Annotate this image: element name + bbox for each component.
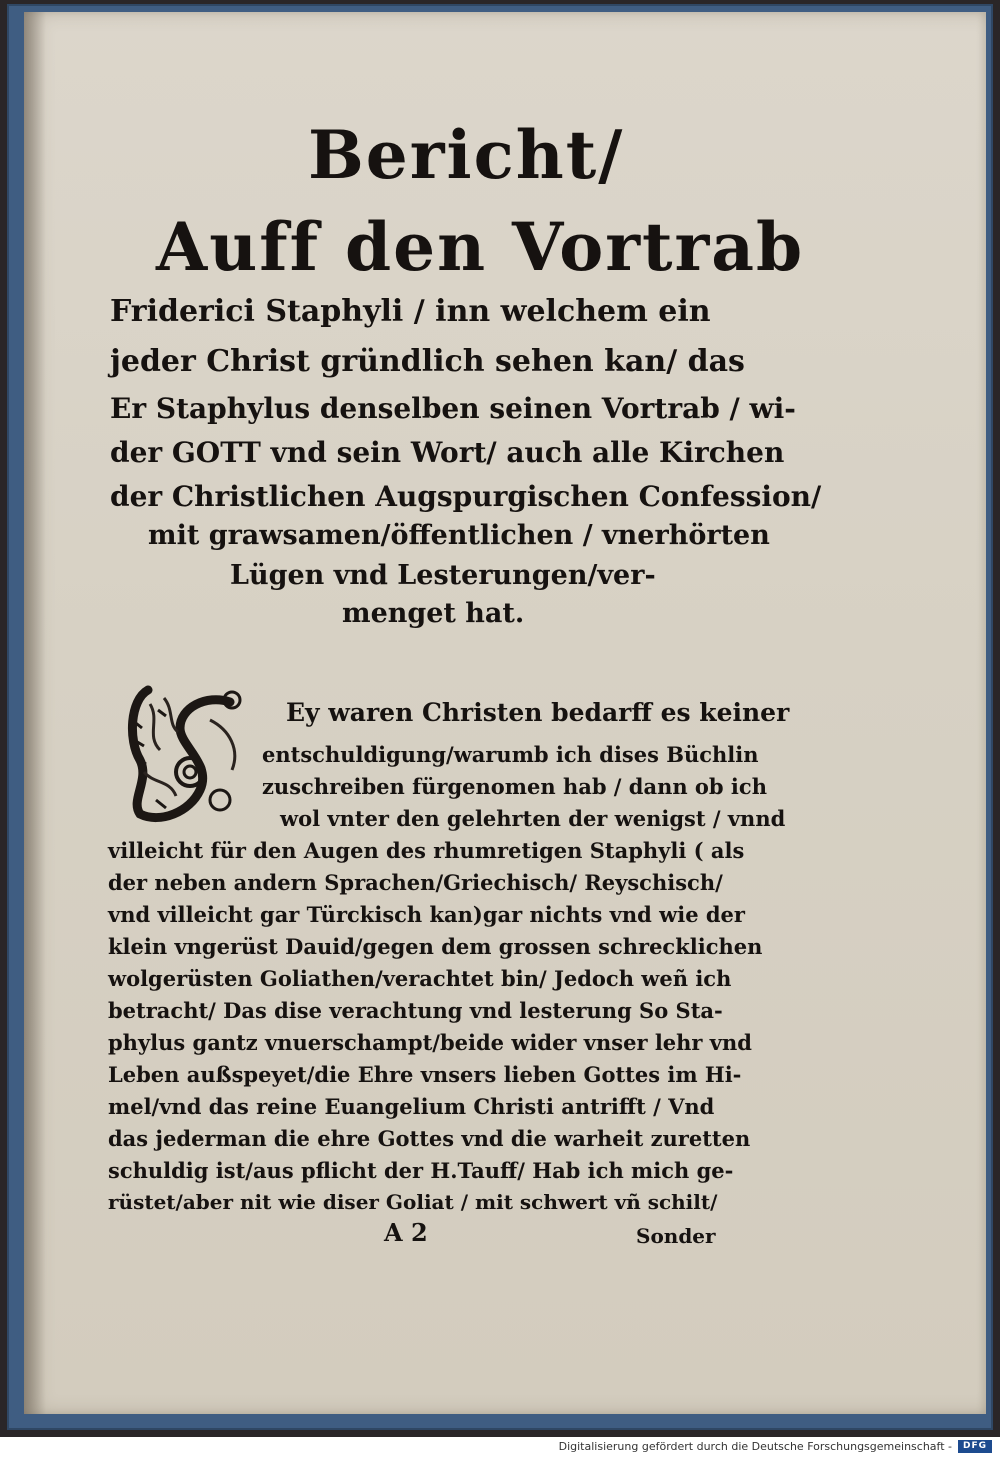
credit-text: Digitalisierung gefördert durch die Deutsche Forschungsgemeinschaft - [558, 1440, 952, 1453]
body-line: betracht/ Das dise verachtung vnd lesterung So Sta- [108, 998, 723, 1023]
subtitle-line: der Christlichen Augspurgischen Confession/ [110, 480, 822, 513]
book-page [24, 12, 986, 1414]
subtitle-line: menget hat. [342, 598, 525, 629]
signature-mark: A 2 [384, 1218, 428, 1247]
subtitle-line: jeder Christ gründlich sehen kan/ das [110, 344, 745, 379]
body-line: vnd villeicht gar Türckisch kan)gar nichts vnd wie der [108, 902, 745, 927]
body-line: zuschreiben fürgenomen hab / dann ob ich [262, 774, 767, 799]
subtitle-line: Friderici Staphyli / inn welchem ein [110, 294, 711, 329]
body-line: rüstet/aber nit wie diser Goliat / mit schwert vñ schilt/ [108, 1190, 718, 1214]
body-line: schuldig ist/aus pflicht der H.Tauff/ Hab ich mich ge- [108, 1158, 734, 1183]
body-line: klein vngerüst Dauid/gegen dem grossen schrecklichen [108, 934, 763, 959]
dfg-logo: DFG [958, 1440, 992, 1453]
body-line: der neben andern Sprachen/Griechisch/ Reyschisch/ [108, 870, 723, 895]
catchword: Sonder [636, 1224, 716, 1248]
credit-bar [0, 1437, 1000, 1457]
subtitle-line: Er Staphylus denselben seinen Vortrab / wi- [110, 392, 796, 425]
body-line: entschuldigung/warumb ich dises Büchlin [262, 742, 759, 767]
subtitle-line: Lügen vnd Lesterungen/ver- [230, 560, 656, 591]
body-line: mel/vnd das reine Euangelium Christi antrifft / Vnd [108, 1094, 715, 1119]
body-line: villeicht für den Augen des rhumretigen Staphyli ( als [108, 838, 745, 863]
title-line-2: Auff den Vortrab [156, 208, 805, 286]
body-line: wol vnter den gelehrten der wenigst / vnnd [280, 806, 786, 831]
body-line: Ey waren Christen bedarff es keiner [286, 698, 790, 727]
subtitle-line: der GOTT vnd sein Wort/ auch alle Kirchen [110, 436, 785, 469]
body-line: das jederman die ehre Gottes vnd die warheit zuretten [108, 1126, 751, 1151]
body-line: wolgerüsten Goliathen/verachtet bin/ Jedoch weñ ich [108, 966, 732, 991]
body-line: Leben außspeyet/die Ehre vnsers lieben Gottes im Hi- [108, 1062, 742, 1087]
body-line: phylus gantz vnuerschampt/beide wider vnser lehr vnd [108, 1030, 752, 1055]
decorated-initial-icon [120, 680, 268, 824]
title-line-1: Bericht/ [308, 116, 625, 194]
subtitle-line: mit grawsamen/öffentlichen / vnerhörten [148, 520, 770, 551]
